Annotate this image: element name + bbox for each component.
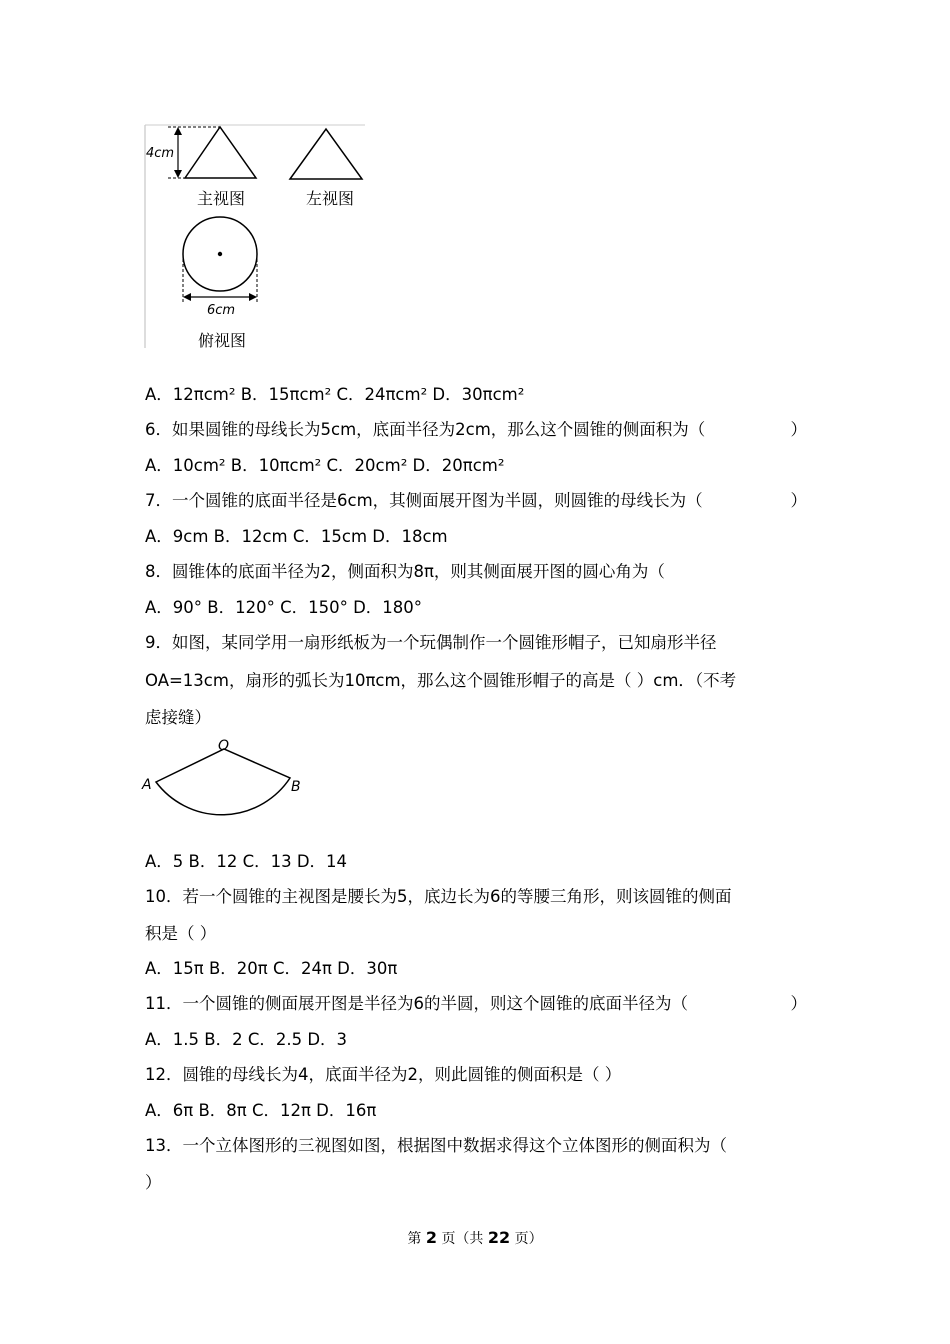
q6-paren-close: ） (790, 420, 807, 439)
q11-stem: 11．一个圆锥的侧面展开图是半径为6的半圆，则这个圆锥的底面半径为（ (145, 994, 688, 1013)
q5-options: A．12πcm² B．15πcm² C．24πcm² D．30πcm² (145, 385, 525, 404)
q10-line1: 10．若一个圆锥的主视图是腰长为5，底边长为6的等腰三角形，则该圆锥的侧面 (145, 887, 732, 906)
point-b-label: B (291, 779, 301, 795)
arrowhead-left-icon (183, 293, 191, 301)
q9-options: A．5 B．12 C．13 D．14 (145, 852, 348, 871)
q13-line2: ） (145, 1173, 162, 1192)
q11-stem-line (145, 993, 807, 1015)
footer-post: 页） (514, 1231, 543, 1247)
page-footer (0, 1228, 950, 1248)
height-dim-label: 4cm (146, 146, 175, 161)
diameter-dim-label: 6cm (207, 303, 236, 318)
q13-stem: 13．一个立体图形的三视图如图，根据图中数据求得这个立体图形的侧面积为（ (145, 1136, 727, 1155)
q8-options: A．90° B．120° C．150° D．180° (145, 598, 423, 617)
q6-stem-line (145, 419, 807, 441)
q11-paren-close: ） (790, 994, 807, 1013)
top-view-label: 俯视图 (198, 331, 247, 350)
q9-line1: 9．如图，某同学用一扇形纸板为一个玩偶制作一个圆锥形帽子，已知扇形半径 (145, 633, 717, 652)
left-view-label: 左视图 (306, 189, 355, 208)
three-view-figure (140, 118, 370, 358)
front-view-triangle (185, 127, 256, 178)
footer-pre: 第 (407, 1231, 422, 1247)
point-o-label: O (218, 738, 230, 754)
q7-paren-close: ） (790, 491, 807, 510)
q12-stem: 12．圆锥的母线长为4，底面半径为2，则此圆锥的侧面积是（ ） (145, 1065, 622, 1084)
q12-options: A．6π B．8π C．12π D．16π (145, 1101, 377, 1120)
front-view-label: 主视图 (197, 189, 246, 208)
q8-stem: 8．圆锥体的底面半径为2，侧面积为8π，则其侧面展开图的圆心角为（ (145, 562, 665, 581)
footer-total-pages: 22 (487, 1228, 511, 1247)
q10-options: A．15π B．20π C．24π D．30π (145, 959, 398, 978)
arrowhead-right-icon (249, 293, 257, 301)
q7-stem: 7．一个圆锥的底面半径是6cm，其侧面展开图为半圆，则圆锥的母线长为（ (145, 491, 703, 510)
q9-line2: OA=13cm，扇形的弧长为10πcm，那么这个圆锥形帽子的高是（ ）cm．（不考 (145, 671, 737, 690)
q9-line3: 虑接缝） (145, 708, 211, 727)
footer-page-number: 2 (425, 1228, 437, 1247)
q6-stem: 6．如果圆锥的母线长为5cm，底面半径为2cm，那么这个圆锥的侧面积为（ (145, 420, 706, 439)
circle-center-dot (218, 252, 222, 256)
arrowhead-up-icon (174, 127, 182, 135)
q7-stem-line (145, 490, 807, 512)
point-a-label: A (142, 777, 152, 793)
q7-options: A．9cm B．12cm C．15cm D．18cm (145, 527, 448, 546)
left-view-triangle (290, 129, 362, 179)
q11-options: A．1.5 B．2 C．2.5 D．3 (145, 1030, 348, 1049)
q6-options: A．10cm² B．10πcm² C．20cm² D．20πcm² (145, 456, 505, 475)
q10-line2: 积是（ ） (145, 924, 217, 943)
sector-figure (140, 734, 310, 834)
arrowhead-down-icon (174, 170, 182, 178)
footer-mid: 页（共 (441, 1231, 484, 1247)
sector-shape (156, 749, 290, 815)
